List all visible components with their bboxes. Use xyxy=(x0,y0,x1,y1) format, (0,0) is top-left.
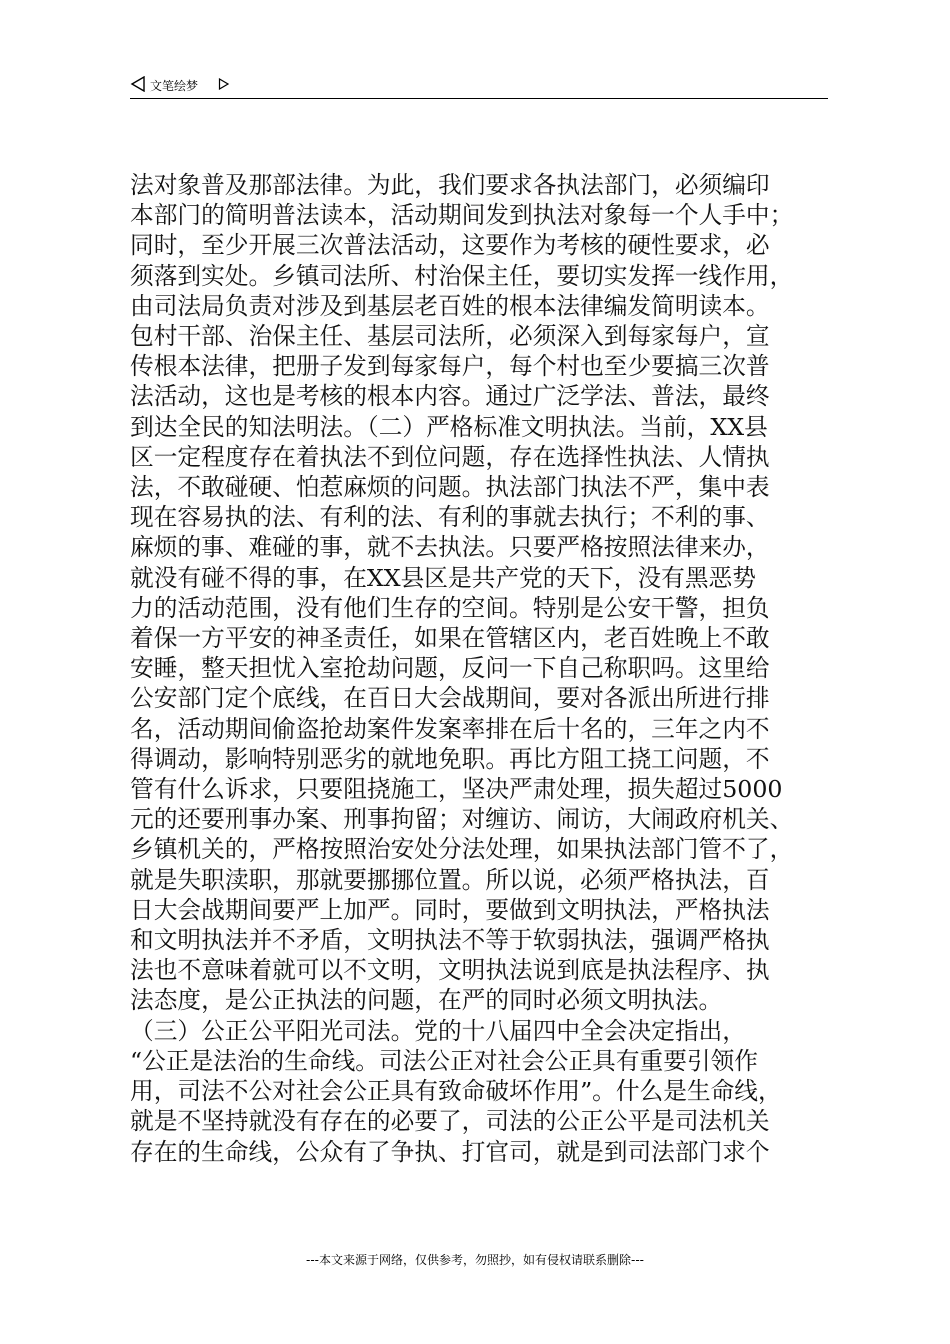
body-line: 乡镇机关的，严格按照治安处分法处理，如果执法部门管不了， xyxy=(130,835,794,864)
body-line: 法活动，这也是考核的根本内容。通过广泛学法、普法，最终 xyxy=(130,382,770,411)
body-line: 法对象普及那部法律。为此，我们要求各执法部门，必须编印 xyxy=(130,171,770,199)
body-line: 传根本法律，把册子发到每家每户，每个村也至少要搞三次普 xyxy=(130,352,770,381)
body-line: 本部门的简明普法读本，活动期间发到执法对象每一个人手中； xyxy=(130,201,794,230)
body-line: 法也不意味着就可以不文明，文明执法说到底是执法程序、执 xyxy=(130,956,770,985)
body-line: 日大会战期间要严上加严。同时，要做到文明执法，严格执法 xyxy=(130,895,770,924)
footer-disclaimer: ---本文来源于网络，仅供参考，勿照抄，如有侵权请联系删除--- xyxy=(306,1253,644,1267)
body-line: 得调动，影响特别恶劣的就地免职。再比方阻工挠工问题，不 xyxy=(130,744,770,773)
triangle-right-outline-icon xyxy=(218,78,229,90)
triangle-left-outline-icon xyxy=(130,76,146,92)
body-line: 由司法局负责对涉及到基层老百姓的根本法律编发简明读本。 xyxy=(130,291,770,320)
body-line: 着保一方平安的神圣责任，如果在管辖区内，老百姓晚上不敢 xyxy=(130,624,770,653)
body-line: 力的活动范围，没有他们生存的空间。特别是公安干警，担负 xyxy=(130,593,770,622)
body-line: “公正是法治的生命线。司法公正对社会公正具有重要引领作 xyxy=(130,1046,758,1075)
body-line: 和文明执法并不矛盾，文明执法不等于软弱执法，强调严格执 xyxy=(130,926,770,955)
body-line: 现在容易执的法、有利的法、有利的事就去执行；不利的事、 xyxy=(130,503,770,532)
header-title: 文笔绘梦 xyxy=(150,79,199,93)
body-line: 区一定程度存在着执法不到位问题，存在选择性执法、人情执 xyxy=(130,442,770,471)
body-line: 须落到实处。乡镇司法所、村治保主任，要切实发挥一线作用， xyxy=(130,261,794,290)
body-line: 法态度，是公正执法的问题，在严的同时必须文明执法。 xyxy=(130,986,723,1015)
body-line: 到达全民的知法明法。（二）严格标准文明执法。当前，XX县 xyxy=(130,412,768,441)
body-line: 法，不敢碰硬、怕惹麻烦的问题。执法部门执法不严，集中表 xyxy=(130,473,770,502)
body-line: 管有什么诉求，只要阻挠施工，坚决严肃处理，损失超过5000 xyxy=(130,775,783,804)
body-line: 存在的生命线，公众有了争执、打官司，就是到司法部门求个 xyxy=(130,1137,770,1166)
body-line: （三）公正公平阳光司法。党的十八届四中全会决定指出， xyxy=(130,1016,746,1045)
body-line: 同时，至少开展三次普法活动，这要作为考核的硬性要求，必 xyxy=(130,231,770,260)
page-header xyxy=(130,74,828,99)
body-line: 公安部门定个底线，在百日大会战期间，要对各派出所进行排 xyxy=(130,684,770,713)
body-line: 就是失职渎职，那就要挪挪位置。所以说，必须严格执法，百 xyxy=(130,865,770,894)
body-line: 元的还要刑事办案、刑事拘留；对缠访、闹访，大闹政府机关、 xyxy=(130,805,794,834)
body-line: 包村干部、治保主任、基层司法所，必须深入到每家每户，宣 xyxy=(130,322,770,351)
body-line: 安睡，整天担忧入室抢劫问题，反问一下自己称职吗。这里给 xyxy=(130,654,770,683)
body-line: 就是不坚持就没有存在的必要了，司法的公正公平是司法机关 xyxy=(130,1107,770,1136)
body-line: 就没有碰不得的事，在XX县区是共产党的天下，没有黑恶势 xyxy=(130,563,756,592)
body-line: 用，司法不公对社会公正具有致命破坏作用”。什么是生命线， xyxy=(130,1077,782,1106)
body-paragraph xyxy=(130,170,840,1167)
body-line: 名，活动期间偷盗抢劫案件发案率排在后十名的，三年之内不 xyxy=(130,714,770,743)
body-line: 麻烦的事、难碰的事，就不去执法。只要严格按照法律来办， xyxy=(130,533,770,562)
